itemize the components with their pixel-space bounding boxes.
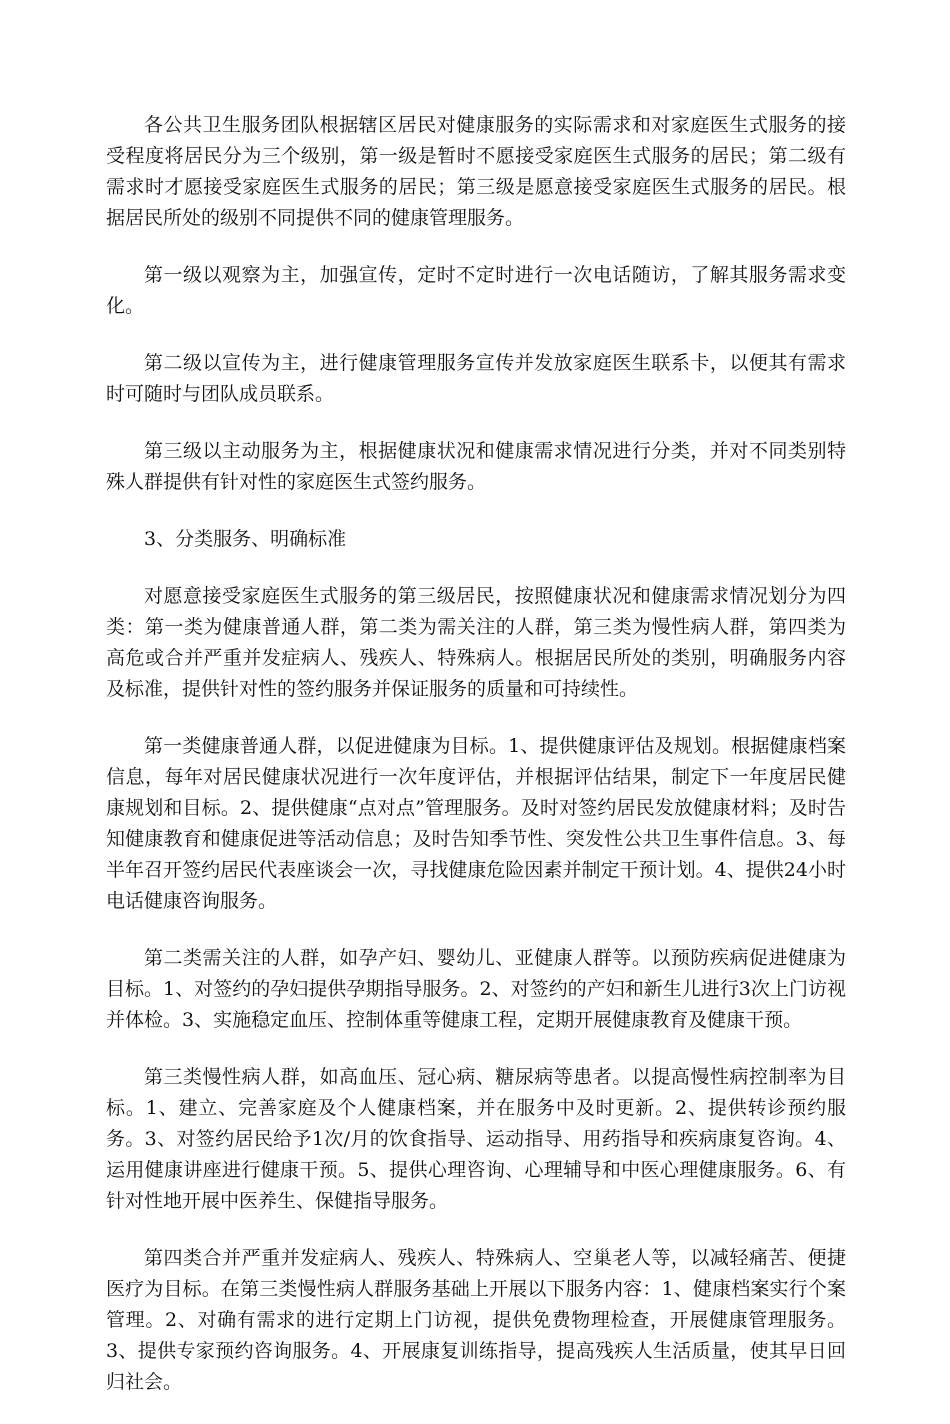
- paragraph-level-three: 第三级以主动服务为主，根据健康状况和健康需求情况进行分类，并对不同类别特殊人群提供有针对性的家庭医生式签约服务。: [106, 440, 846, 493]
- paragraph-category-two: 第二类需关注的人群，如孕产妇、婴幼儿、亚健康人群等。以预防疾病促进健康为目标。1、对签约的孕妇提供孕期指导服务。2、对签约的产妇和新生儿进行3次上门访视并体检。3、实施稳定血压、控制体重等健康工程，定期开展健康教育及健康干预。: [106, 947, 846, 1031]
- paragraph-category-one: 第一类健康普通人群，以促进健康为目标。1、提供健康评估及规划。根据健康档案信息，每年对居民健康状况进行一次年度评估，并根据评估结果，制定下一年度居民健康规划和目标。2、提供健康“点对点”管理服务。及时对签约居民发放健康材料；及时告知健康教育和健康促进等活动信息；及时告知季节性、突发性公共卫生事件信息。3、每半年召开签约居民代表座谈会一次，寻找健康危险因素并制定干预计划。4、提供24小时电话健康咨询服务。: [106, 735, 846, 912]
- paragraph-resident-levels: 各公共卫生服务团队根据辖区居民对健康服务的实际需求和对家庭医生式服务的接受程度将居民分为三个级别，第一级是暂时不愿接受家庭医生式服务的居民；第二级有需求时才愿接受家庭医生式服务的居民；第三级是愿意接受家庭医生式服务的居民。根据居民所处的级别不同提供不同的健康管理服务。: [106, 114, 846, 229]
- paragraph-four-categories: 对愿意接受家庭医生式服务的第三级居民，按照健康状况和健康需求情况划分为四类：第一类为健康普通人群，第二类为需关注的人群，第三类为慢性病人群，第四类为高危或合并严重并发症病人、残疾人、特殊病人。根据居民所处的类别，明确服务内容及标准，提供针对性的签约服务并保证服务的质量和可持续性。: [106, 585, 846, 700]
- paragraph-category-four: 第四类合并严重并发症病人、残疾人、特殊病人、空巢老人等，以减轻痛苦、便捷医疗为目标。在第三类慢性病人群服务基础上开展以下服务内容：1、健康档案实行个案管理。2、对确有需求的进行定期上门访视，提供免费物理检查，开展健康管理服务。3、提供专家预约咨询服务。4、开展康复训练指导，提高残疾人生活质量，使其早日回归社会。: [106, 1247, 846, 1393]
- document-body: [106, 110, 846, 1424]
- paragraph-level-two: 第二级以宣传为主，进行健康管理服务宣传并发放家庭医生联系卡，以便其有需求时可随时与团队成员联系。: [106, 352, 846, 405]
- paragraph-level-one: 第一级以观察为主，加强宣传，定时不定时进行一次电话随访，了解其服务需求变化。: [106, 264, 846, 317]
- paragraph-category-three: 第三类慢性病人群，如高血压、冠心病、糖尿病等患者。以提高慢性病控制率为目标。1、建立、完善家庭及个人健康档案，并在服务中及时更新。2、提供转诊预约服务。3、对签约居民给予1次/月的饮食指导、运动指导、用药指导和疾病康复咨询。4、运用健康讲座进行健康干预。5、提供心理咨询、心理辅导和中医心理健康服务。6、有针对性地开展中医养生、保健指导服务。: [106, 1066, 846, 1212]
- section-heading: 3、分类服务、明确标准: [144, 528, 347, 550]
